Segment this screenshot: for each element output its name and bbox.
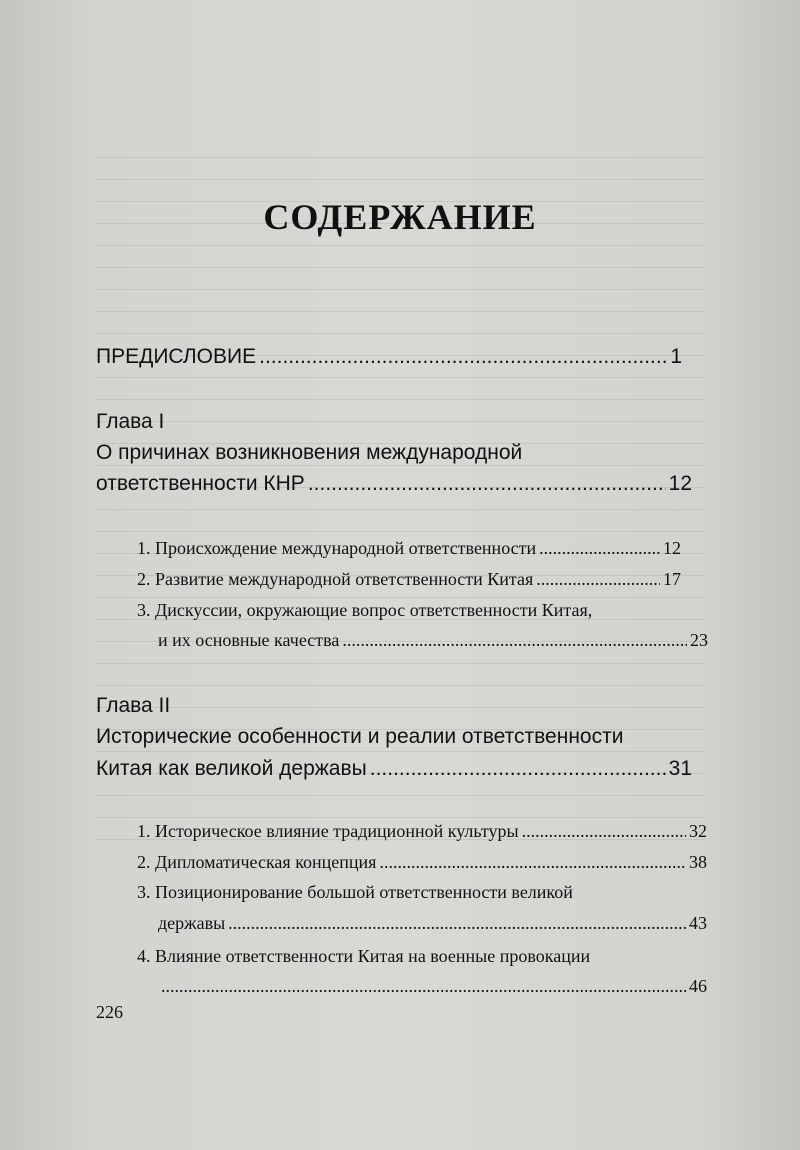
toc-leader-dots <box>228 913 686 934</box>
toc-leader-dots <box>259 345 667 369</box>
toc-entry-page: 43 <box>689 913 707 933</box>
chapter-2-title-line2: Китая как великой державы <box>96 757 367 780</box>
chapter-1-heading: Глава I <box>96 410 165 433</box>
toc-entry-page: 1 <box>670 345 682 368</box>
toc-leader-dots <box>536 569 660 590</box>
toc-entry-1-1 <box>137 538 681 559</box>
toc-entry-label: 1. Историческое влияние традиционной культуры <box>137 821 519 841</box>
toc-entry-page: 12 <box>668 472 692 495</box>
toc-entry-label: 2. Развитие международной ответственности Китая <box>137 569 534 589</box>
toc-entry-page: 12 <box>663 538 681 558</box>
chapter-2-title-line1: Исторические особенности и реалии ответственности <box>96 725 624 748</box>
chapter-2-heading: Глава II <box>96 694 171 717</box>
toc-leader-dots <box>342 630 687 651</box>
toc-entry-preface <box>96 345 682 369</box>
toc-entry-label: державы <box>158 913 226 933</box>
toc-entry-label: 1. Происхождение международной ответственности <box>137 538 537 558</box>
toc-entry-2-2 <box>137 852 707 873</box>
toc-leader-dots <box>379 852 686 873</box>
toc-entry-page: 32 <box>689 821 707 841</box>
toc-entry-page: 31 <box>668 757 692 780</box>
toc-entry-2-3 <box>158 913 707 934</box>
toc-entry-label: ПРЕДИСЛОВИЕ <box>96 345 257 368</box>
toc-entry-label: и их основные качества <box>158 630 340 650</box>
toc-entry-2-1 <box>137 821 707 842</box>
toc-leader-dots <box>539 538 660 559</box>
toc-leader-dots <box>522 821 686 842</box>
toc-entry-1-2 <box>137 569 681 590</box>
toc-entry-label: 2. Дипломатическая концепция <box>137 852 377 872</box>
toc-leader-dots <box>161 976 686 997</box>
toc-leader-dots <box>370 757 666 781</box>
toc-entry-page: 17 <box>663 569 681 589</box>
toc-leader-dots <box>308 472 666 496</box>
page-number: 226 <box>96 1002 123 1022</box>
toc-entry-page: 46 <box>689 976 707 996</box>
toc-entry-2-4 <box>158 976 707 997</box>
page-title: СОДЕРЖАНИЕ <box>263 197 537 237</box>
toc-entry-2-4-line1: 4. Влияние ответственности Китая на военные провокации <box>137 946 591 966</box>
toc-entry-page: 38 <box>689 852 707 872</box>
chapter-1-title-line2: ответственности КНР <box>96 472 305 495</box>
toc-entry-1-3 <box>158 630 708 651</box>
toc-entry-chapter-2 <box>96 757 692 781</box>
toc-entry-chapter-1 <box>96 472 692 496</box>
toc-entry-page: 23 <box>690 630 708 650</box>
toc-entry-2-3-line1: 3. Позиционирование большой ответственности великой <box>137 882 573 902</box>
chapter-1-title-line1: О причинах возникновения международной <box>96 441 523 464</box>
toc-entry-1-3-line1: 3. Дискуссии, окружающие вопрос ответственности Китая, <box>137 600 593 620</box>
